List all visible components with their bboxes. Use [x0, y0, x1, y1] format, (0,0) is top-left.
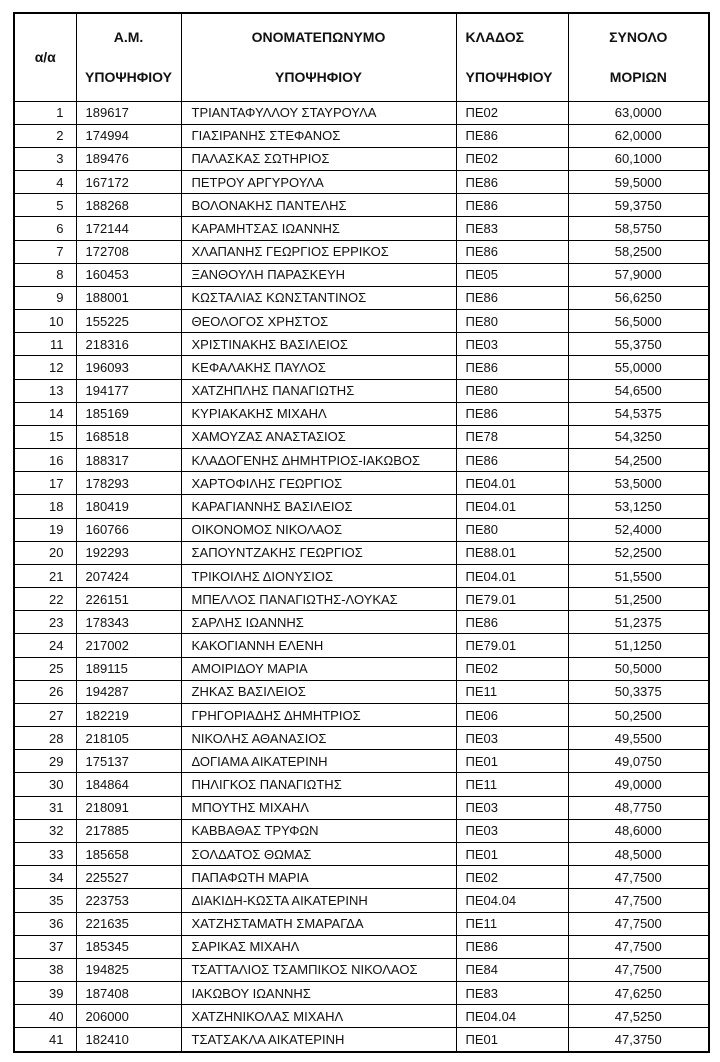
cell-am-number: 167172 — [76, 171, 181, 194]
cell-klados: ΠΕ86 — [456, 286, 568, 309]
table-row — [14, 1028, 709, 1052]
cell-full-name: ΠΕΤΡΟΥ ΑΡΓΥΡΟΥΛΑ — [181, 171, 456, 194]
cell-full-name: ΧΑΤΖΗΣΤΑΜΑΤΗ ΣΜΑΡΑΓΔΑ — [181, 912, 456, 935]
cell-index: 3 — [14, 147, 76, 170]
cell-klados: ΠΕ04.04 — [456, 889, 568, 912]
cell-index: 27 — [14, 703, 76, 726]
cell-total-points: 48,7750 — [568, 796, 709, 819]
cell-total-points: 47,7500 — [568, 958, 709, 981]
cell-index: 18 — [14, 495, 76, 518]
cell-index: 21 — [14, 564, 76, 587]
header-line-1: ΣΥΝΟΛΟ — [609, 29, 668, 46]
table-row — [14, 889, 709, 912]
table-row — [14, 866, 709, 889]
column-header-name — [181, 13, 456, 101]
cell-total-points: 54,5375 — [568, 402, 709, 425]
cell-full-name: ΧΛΑΠΑΝΗΣ ΓΕΩΡΓΙΟΣ ΕΡΡΙΚΟΣ — [181, 240, 456, 263]
table-row — [14, 217, 709, 240]
cell-total-points: 47,3750 — [568, 1028, 709, 1052]
cell-full-name: ΜΠΕΛΛΟΣ ΠΑΝΑΓΙΩΤΗΣ-ΛΟΥΚΑΣ — [181, 588, 456, 611]
table-row — [14, 819, 709, 842]
cell-index: 9 — [14, 286, 76, 309]
cell-total-points: 47,7500 — [568, 866, 709, 889]
cell-full-name: ΣΟΛΔΑΤΟΣ ΘΩΜΑΣ — [181, 843, 456, 866]
cell-klados: ΠΕ06 — [456, 703, 568, 726]
cell-am-number: 168518 — [76, 425, 181, 448]
cell-total-points: 55,0000 — [568, 356, 709, 379]
cell-full-name: ΤΡΙΑΝΤΑΦΥΛΛΟΥ ΣΤΑΥΡΟΥΛΑ — [181, 101, 456, 124]
table-body — [14, 101, 709, 1052]
cell-am-number: 223753 — [76, 889, 181, 912]
cell-full-name: ΚΩΣΤΑΛΙΑΣ ΚΩΝΣΤΑΝΤΙΝΟΣ — [181, 286, 456, 309]
cell-full-name: ΞΑΝΘΟΥΛΗ ΠΑΡΑΣΚΕΥΗ — [181, 263, 456, 286]
cell-index: 40 — [14, 1005, 76, 1028]
cell-klados: ΠΕ04.01 — [456, 472, 568, 495]
cell-index: 11 — [14, 333, 76, 356]
cell-klados: ΠΕ86 — [456, 356, 568, 379]
cell-am-number: 182410 — [76, 1028, 181, 1052]
cell-full-name: ΤΣΑΤΣΑΚΛΑ ΑΙΚΑΤΕΡΙΝΗ — [181, 1028, 456, 1052]
cell-full-name: ΧΑΜΟΥΖΑΣ ΑΝΑΣΤΑΣΙΟΣ — [181, 425, 456, 448]
cell-klados: ΠΕ78 — [456, 425, 568, 448]
table-row — [14, 564, 709, 587]
cell-full-name: ΔΙΑΚΙΔΗ-ΚΩΣΤΑ ΑΙΚΑΤΕΡΙΝΗ — [181, 889, 456, 912]
cell-klados: ΠΕ03 — [456, 819, 568, 842]
table-row — [14, 518, 709, 541]
cell-klados: ΠΕ04.01 — [456, 495, 568, 518]
table-row — [14, 541, 709, 564]
cell-index: 16 — [14, 449, 76, 472]
cell-full-name: ΚΕΦΑΛΑΚΗΣ ΠΑΥΛΟΣ — [181, 356, 456, 379]
table-row — [14, 356, 709, 379]
cell-klados: ΠΕ05 — [456, 263, 568, 286]
cell-klados: ΠΕ02 — [456, 657, 568, 680]
cell-index: 38 — [14, 958, 76, 981]
cell-full-name: ΣΑΡΛΗΣ ΙΩΑΝΝΗΣ — [181, 611, 456, 634]
table-header — [14, 13, 709, 101]
cell-klados: ΠΕ02 — [456, 866, 568, 889]
cell-klados: ΠΕ11 — [456, 680, 568, 703]
cell-total-points: 48,6000 — [568, 819, 709, 842]
cell-total-points: 62,0000 — [568, 124, 709, 147]
cell-full-name: ΚΑΒΒΑΘΑΣ ΤΡΥΦΩΝ — [181, 819, 456, 842]
column-header-index — [14, 13, 76, 101]
cell-am-number: 207424 — [76, 564, 181, 587]
cell-am-number: 217885 — [76, 819, 181, 842]
cell-am-number: 196093 — [76, 356, 181, 379]
cell-klados: ΠΕ88.01 — [456, 541, 568, 564]
cell-index: 34 — [14, 866, 76, 889]
cell-index: 8 — [14, 263, 76, 286]
cell-klados: ΠΕ02 — [456, 147, 568, 170]
cell-total-points: 59,3750 — [568, 194, 709, 217]
table-row — [14, 611, 709, 634]
table-row — [14, 194, 709, 217]
cell-full-name: ΠΑΛΑΣΚΑΣ ΣΩΤΗΡΙΟΣ — [181, 147, 456, 170]
cell-am-number: 155225 — [76, 310, 181, 333]
table-row — [14, 495, 709, 518]
cell-klados: ΠΕ80 — [456, 379, 568, 402]
cell-total-points: 47,5250 — [568, 1005, 709, 1028]
table-row — [14, 147, 709, 170]
cell-full-name: ΚΑΚΟΓΙΑΝΝΗ ΕΛΕΝΗ — [181, 634, 456, 657]
cell-total-points: 52,2500 — [568, 541, 709, 564]
cell-full-name: ΝΙΚΟΛΗΣ ΑΘΑΝΑΣΙΟΣ — [181, 727, 456, 750]
cell-am-number: 172144 — [76, 217, 181, 240]
cell-am-number: 194825 — [76, 958, 181, 981]
cell-index: 13 — [14, 379, 76, 402]
cell-full-name: ΚΛΑΔΟΓΕΝΗΣ ΔΗΜΗΤΡΙΟΣ-ΙΑΚΩΒΟΣ — [181, 449, 456, 472]
cell-am-number: 189617 — [76, 101, 181, 124]
table-row — [14, 912, 709, 935]
cell-full-name: ΜΠΟΥΤΗΣ ΜΙΧΑΗΛ — [181, 796, 456, 819]
cell-full-name: ΑΜΟΙΡΙΔΟΥ ΜΑΡΙΑ — [181, 657, 456, 680]
cell-full-name: ΤΡΙΚΟΙΛΗΣ ΔΙΟΝΥΣΙΟΣ — [181, 564, 456, 587]
table-row — [14, 680, 709, 703]
cell-total-points: 47,7500 — [568, 935, 709, 958]
cell-klados: ΠΕ04.04 — [456, 1005, 568, 1028]
table-row — [14, 588, 709, 611]
cell-index: 33 — [14, 843, 76, 866]
table-row — [14, 935, 709, 958]
cell-full-name: ΙΑΚΩΒΟΥ ΙΩΑΝΝΗΣ — [181, 982, 456, 1005]
table-row — [14, 263, 709, 286]
cell-total-points: 54,3250 — [568, 425, 709, 448]
cell-klados: ΠΕ80 — [456, 518, 568, 541]
table-row — [14, 101, 709, 124]
cell-index: 23 — [14, 611, 76, 634]
cell-total-points: 53,1250 — [568, 495, 709, 518]
cell-full-name: ΠΑΠΑΦΩΤΗ ΜΑΡΙΑ — [181, 866, 456, 889]
header-line-2: ΥΠΟΨΗΦΙΟΥ — [465, 69, 553, 86]
table-row — [14, 472, 709, 495]
table-row — [14, 634, 709, 657]
cell-am-number: 194177 — [76, 379, 181, 402]
table-row — [14, 425, 709, 448]
cell-index: 26 — [14, 680, 76, 703]
cell-klados: ΠΕ86 — [456, 402, 568, 425]
header-line-2: ΜΟΡΙΩΝ — [609, 69, 667, 86]
cell-total-points: 51,5500 — [568, 564, 709, 587]
cell-am-number: 221635 — [76, 912, 181, 935]
cell-total-points: 60,1000 — [568, 147, 709, 170]
cell-total-points: 63,0000 — [568, 101, 709, 124]
header-line-1: ΟΝΟΜΑΤΕΠΩΝΥΜΟ — [251, 29, 386, 46]
cell-klados: ΠΕ79.01 — [456, 588, 568, 611]
cell-full-name: ΚΑΡΑΓΙΑΝΝΗΣ ΒΑΣΙΛΕΙΟΣ — [181, 495, 456, 518]
cell-klados: ΠΕ86 — [456, 935, 568, 958]
cell-index: 32 — [14, 819, 76, 842]
cell-total-points: 47,6250 — [568, 982, 709, 1005]
cell-klados: ΠΕ86 — [456, 240, 568, 263]
table-row — [14, 240, 709, 263]
cell-index: 24 — [14, 634, 76, 657]
cell-am-number: 189115 — [76, 657, 181, 680]
cell-full-name: ΓΙΑΣΙΡΑΝΗΣ ΣΤΕΦΑΝΟΣ — [181, 124, 456, 147]
cell-index: 2 — [14, 124, 76, 147]
cell-am-number: 192293 — [76, 541, 181, 564]
cell-total-points: 55,3750 — [568, 333, 709, 356]
cell-am-number: 189476 — [76, 147, 181, 170]
cell-am-number: 226151 — [76, 588, 181, 611]
cell-am-number: 185345 — [76, 935, 181, 958]
cell-am-number: 180419 — [76, 495, 181, 518]
cell-total-points: 49,0000 — [568, 773, 709, 796]
cell-total-points: 54,6500 — [568, 379, 709, 402]
table-row — [14, 286, 709, 309]
cell-index: 1 — [14, 101, 76, 124]
cell-full-name: ΤΣΑΤΤΑΛΙΟΣ ΤΣΑΜΠΙΚΟΣ ΝΙΚΟΛΑΟΣ — [181, 958, 456, 981]
table-row — [14, 657, 709, 680]
cell-total-points: 54,2500 — [568, 449, 709, 472]
candidates-ranking-table — [13, 12, 710, 1053]
cell-total-points: 50,5000 — [568, 657, 709, 680]
cell-total-points: 56,6250 — [568, 286, 709, 309]
cell-am-number: 178343 — [76, 611, 181, 634]
header-row — [14, 13, 709, 101]
header-line-2: ΥΠΟΨΗΦΙΟΥ — [275, 69, 362, 86]
cell-index: 19 — [14, 518, 76, 541]
header-line-1: ΚΛΑΔΟΣ — [465, 29, 525, 46]
cell-am-number: 225527 — [76, 866, 181, 889]
cell-full-name: ΧΡΙΣΤΙΝΑΚΗΣ ΒΑΣΙΛΕΙΟΣ — [181, 333, 456, 356]
cell-index: 41 — [14, 1028, 76, 1052]
table-row — [14, 773, 709, 796]
cell-am-number: 194287 — [76, 680, 181, 703]
cell-index: 7 — [14, 240, 76, 263]
cell-index: 17 — [14, 472, 76, 495]
table-row — [14, 402, 709, 425]
cell-klados: ΠΕ79.01 — [456, 634, 568, 657]
cell-klados: ΠΕ01 — [456, 843, 568, 866]
cell-total-points: 58,2500 — [568, 240, 709, 263]
cell-total-points: 52,4000 — [568, 518, 709, 541]
cell-am-number: 184864 — [76, 773, 181, 796]
cell-am-number: 178293 — [76, 472, 181, 495]
cell-full-name: ΧΑΡΤΟΦΙΛΗΣ ΓΕΩΡΓΙΟΣ — [181, 472, 456, 495]
cell-full-name: ΧΑΤΖΗΠΛΗΣ ΠΑΝΑΓΙΩΤΗΣ — [181, 379, 456, 402]
cell-am-number: 172708 — [76, 240, 181, 263]
header-line-1: Α.Μ. — [113, 29, 144, 46]
table-row — [14, 1005, 709, 1028]
table-row — [14, 379, 709, 402]
cell-klados: ΠΕ83 — [456, 982, 568, 1005]
cell-am-number: 206000 — [76, 1005, 181, 1028]
cell-total-points: 50,3375 — [568, 680, 709, 703]
column-header-am — [76, 13, 181, 101]
cell-klados: ΠΕ03 — [456, 796, 568, 819]
cell-index: 31 — [14, 796, 76, 819]
cell-full-name: ΣΑΡΙΚΑΣ ΜΙΧΑΗΛ — [181, 935, 456, 958]
cell-total-points: 50,2500 — [568, 703, 709, 726]
cell-index: 36 — [14, 912, 76, 935]
cell-am-number: 218105 — [76, 727, 181, 750]
cell-index: 39 — [14, 982, 76, 1005]
cell-am-number: 160766 — [76, 518, 181, 541]
cell-index: 15 — [14, 425, 76, 448]
cell-am-number: 185169 — [76, 402, 181, 425]
cell-klados: ΠΕ04.01 — [456, 564, 568, 587]
cell-total-points: 56,5000 — [568, 310, 709, 333]
cell-index: 6 — [14, 217, 76, 240]
cell-klados: ΠΕ03 — [456, 727, 568, 750]
cell-am-number: 218316 — [76, 333, 181, 356]
cell-total-points: 47,7500 — [568, 912, 709, 935]
table-row — [14, 982, 709, 1005]
header-line-2: ΥΠΟΨΗΦΙΟΥ — [85, 69, 172, 86]
cell-klados: ΠΕ86 — [456, 611, 568, 634]
cell-klados: ΠΕ86 — [456, 449, 568, 472]
table-row — [14, 727, 709, 750]
cell-full-name: ΧΑΤΖΗΝΙΚΟΛΑΣ ΜΙΧΑΗΛ — [181, 1005, 456, 1028]
cell-index: 28 — [14, 727, 76, 750]
cell-klados: ΠΕ02 — [456, 101, 568, 124]
cell-full-name: ΟΙΚΟΝΟΜΟΣ ΝΙΚΟΛΑΟΣ — [181, 518, 456, 541]
cell-index: 12 — [14, 356, 76, 379]
cell-total-points: 47,7500 — [568, 889, 709, 912]
cell-full-name: ΔΟΓΙΑΜΑ ΑΙΚΑΤΕΡΙΝΗ — [181, 750, 456, 773]
column-header-klados — [456, 13, 568, 101]
cell-full-name: ΚΑΡΑΜΗΤΣΑΣ ΙΩΑΝΝΗΣ — [181, 217, 456, 240]
cell-total-points: 53,5000 — [568, 472, 709, 495]
cell-klados: ΠΕ86 — [456, 194, 568, 217]
cell-am-number: 218091 — [76, 796, 181, 819]
table-row — [14, 333, 709, 356]
cell-klados: ΠΕ84 — [456, 958, 568, 981]
column-header-total — [568, 13, 709, 101]
cell-index: 35 — [14, 889, 76, 912]
cell-am-number: 188268 — [76, 194, 181, 217]
cell-am-number: 174994 — [76, 124, 181, 147]
cell-full-name: ΚΥΡΙΑΚΑΚΗΣ ΜΙΧΑΗΛ — [181, 402, 456, 425]
cell-index: 14 — [14, 402, 76, 425]
cell-index: 4 — [14, 171, 76, 194]
cell-klados: ΠΕ01 — [456, 750, 568, 773]
cell-klados: ΠΕ86 — [456, 124, 568, 147]
cell-klados: ΠΕ83 — [456, 217, 568, 240]
cell-full-name: ΓΡΗΓΟΡΙΑΔΗΣ ΔΗΜΗΤΡΙΟΣ — [181, 703, 456, 726]
cell-am-number: 217002 — [76, 634, 181, 657]
cell-total-points: 51,2375 — [568, 611, 709, 634]
cell-index: 22 — [14, 588, 76, 611]
cell-am-number: 160453 — [76, 263, 181, 286]
cell-am-number: 182219 — [76, 703, 181, 726]
cell-am-number: 188001 — [76, 286, 181, 309]
cell-klados: ΠΕ11 — [456, 773, 568, 796]
table-row — [14, 796, 709, 819]
cell-total-points: 59,5000 — [568, 171, 709, 194]
cell-full-name: ΖΗΚΑΣ ΒΑΣΙΛΕΙΟΣ — [181, 680, 456, 703]
cell-am-number: 188317 — [76, 449, 181, 472]
cell-total-points: 48,5000 — [568, 843, 709, 866]
cell-full-name: ΘΕΟΛΟΓΟΣ ΧΡΗΣΤΟΣ — [181, 310, 456, 333]
cell-klados: ΠΕ01 — [456, 1028, 568, 1052]
cell-total-points: 49,0750 — [568, 750, 709, 773]
table-row — [14, 310, 709, 333]
cell-index: 29 — [14, 750, 76, 773]
cell-am-number: 175137 — [76, 750, 181, 773]
cell-index: 30 — [14, 773, 76, 796]
cell-index: 10 — [14, 310, 76, 333]
cell-klados: ΠΕ03 — [456, 333, 568, 356]
table-row — [14, 703, 709, 726]
cell-index: 37 — [14, 935, 76, 958]
cell-am-number: 187408 — [76, 982, 181, 1005]
cell-total-points: 57,9000 — [568, 263, 709, 286]
cell-klados: ΠΕ86 — [456, 171, 568, 194]
cell-total-points: 49,5500 — [568, 727, 709, 750]
header-line-1: α/α — [34, 49, 56, 66]
table-row — [14, 124, 709, 147]
cell-total-points: 58,5750 — [568, 217, 709, 240]
table-row — [14, 449, 709, 472]
cell-index: 25 — [14, 657, 76, 680]
cell-klados: ΠΕ80 — [456, 310, 568, 333]
cell-full-name: ΣΑΠΟΥΝΤΖΑΚΗΣ ΓΕΩΡΓΙΟΣ — [181, 541, 456, 564]
table-row — [14, 958, 709, 981]
cell-index: 20 — [14, 541, 76, 564]
cell-full-name: ΠΗΛΙΓΚΟΣ ΠΑΝΑΓΙΩΤΗΣ — [181, 773, 456, 796]
cell-index: 5 — [14, 194, 76, 217]
table-row — [14, 750, 709, 773]
cell-total-points: 51,1250 — [568, 634, 709, 657]
cell-full-name: ΒΟΛΟΝΑΚΗΣ ΠΑΝΤΕΛΗΣ — [181, 194, 456, 217]
cell-klados: ΠΕ11 — [456, 912, 568, 935]
cell-total-points: 51,2500 — [568, 588, 709, 611]
table-row — [14, 843, 709, 866]
table-row — [14, 171, 709, 194]
cell-am-number: 185658 — [76, 843, 181, 866]
